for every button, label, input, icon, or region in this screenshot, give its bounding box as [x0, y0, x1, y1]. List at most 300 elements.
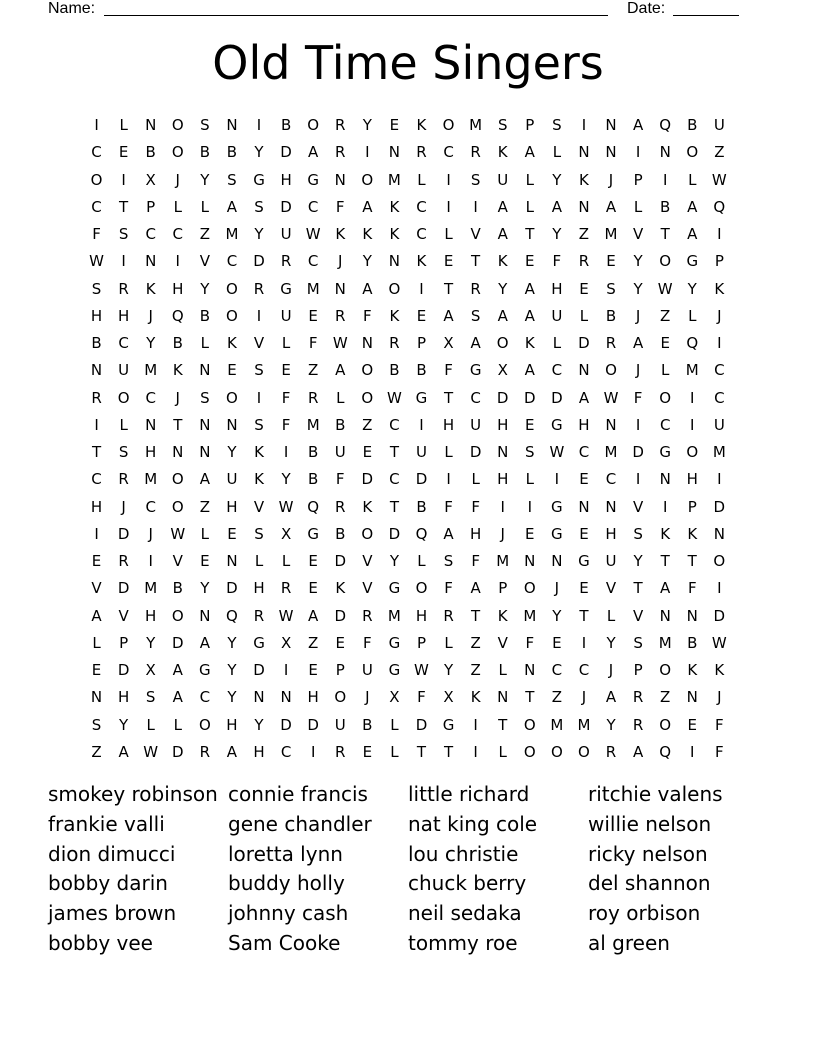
grid-letter[interactable]: H: [253, 579, 265, 598]
grid-letter[interactable]: F: [444, 361, 453, 380]
grid-letter[interactable]: O: [307, 116, 320, 134]
grid-letter[interactable]: D: [334, 606, 347, 625]
grid-letter[interactable]: G: [307, 524, 319, 543]
grid-letter[interactable]: D: [524, 388, 536, 407]
grid-letter[interactable]: E: [552, 633, 562, 652]
grid-letter[interactable]: W: [170, 524, 186, 543]
grid-letter[interactable]: E: [308, 552, 318, 570]
grid-letter[interactable]: N: [713, 524, 725, 543]
grid-letter[interactable]: O: [361, 388, 374, 407]
grid-letter[interactable]: Q: [415, 524, 428, 543]
grid-letter[interactable]: S: [200, 116, 210, 134]
grid-letter[interactable]: E: [416, 306, 427, 325]
grid-letter[interactable]: R: [335, 143, 346, 162]
grid-letter[interactable]: Y: [200, 170, 210, 189]
grid-letter[interactable]: S: [145, 688, 156, 707]
grid-letter[interactable]: J: [175, 170, 180, 189]
grid-letter[interactable]: D: [713, 606, 726, 625]
grid-letter[interactable]: V: [632, 497, 644, 516]
grid-letter[interactable]: A: [524, 361, 535, 380]
grid-letter[interactable]: A: [470, 579, 481, 598]
grid-letter[interactable]: Y: [227, 661, 237, 679]
grid-letter[interactable]: M: [523, 606, 537, 625]
grid-letter[interactable]: Y: [119, 715, 129, 734]
grid-letter[interactable]: N: [145, 252, 157, 271]
grid-letter[interactable]: E: [308, 306, 318, 325]
grid-letter[interactable]: S: [254, 197, 264, 216]
grid-letter[interactable]: H: [226, 715, 238, 734]
grid-letter[interactable]: T: [119, 197, 129, 216]
grid-letter[interactable]: L: [417, 552, 426, 570]
grid-letter[interactable]: I: [635, 143, 641, 162]
grid-letter[interactable]: F: [363, 633, 372, 652]
grid-letter[interactable]: M: [550, 715, 564, 734]
grid-letter[interactable]: D: [280, 197, 292, 216]
grid-letter[interactable]: S: [118, 225, 129, 243]
grid-letter[interactable]: O: [523, 579, 536, 598]
grid-letter[interactable]: D: [415, 715, 428, 734]
grid-letter[interactable]: E: [281, 361, 291, 380]
grid-letter[interactable]: L: [417, 170, 426, 189]
grid-letter[interactable]: Y: [362, 116, 372, 134]
grid-letter[interactable]: K: [687, 524, 698, 543]
grid-letter[interactable]: N: [686, 688, 698, 707]
grid-letter[interactable]: A: [226, 197, 238, 216]
grid-letter[interactable]: Y: [146, 334, 156, 352]
grid-letter[interactable]: H: [415, 606, 428, 625]
grid-letter[interactable]: E: [389, 116, 400, 134]
grid-letter[interactable]: S: [606, 279, 616, 298]
grid-letter[interactable]: L: [661, 361, 670, 380]
grid-letter[interactable]: X: [497, 361, 508, 380]
grid-letter[interactable]: A: [687, 197, 698, 216]
grid-letter[interactable]: I: [635, 415, 641, 434]
grid-letter[interactable]: X: [443, 334, 454, 352]
grid-letter[interactable]: C: [551, 361, 563, 380]
grid-letter[interactable]: U: [605, 552, 617, 570]
grid-letter[interactable]: I: [581, 633, 587, 652]
grid-letter[interactable]: N: [497, 443, 509, 461]
grid-letter[interactable]: R: [470, 143, 481, 162]
grid-letter[interactable]: U: [334, 715, 346, 734]
grid-letter[interactable]: F: [444, 579, 453, 598]
grid-letter[interactable]: Q: [307, 497, 320, 516]
grid-letter[interactable]: I: [419, 279, 424, 298]
grid-letter[interactable]: G: [686, 252, 699, 271]
grid-letter[interactable]: J: [121, 497, 126, 516]
grid-letter[interactable]: N: [145, 116, 157, 134]
grid-letter[interactable]: N: [659, 143, 671, 162]
grid-letter[interactable]: I: [690, 742, 695, 761]
grid-letter[interactable]: H: [686, 470, 698, 489]
grid-letter[interactable]: W: [386, 388, 402, 407]
grid-letter[interactable]: E: [118, 143, 129, 162]
grid-letter[interactable]: Y: [227, 443, 237, 461]
grid-letter[interactable]: N: [199, 443, 211, 461]
grid-letter[interactable]: O: [605, 361, 617, 380]
grid-letter[interactable]: M: [144, 470, 158, 489]
grid-letter[interactable]: L: [336, 388, 345, 407]
grid-letter[interactable]: A: [91, 606, 102, 625]
grid-letter[interactable]: U: [713, 116, 725, 134]
grid-letter[interactable]: S: [633, 524, 643, 543]
grid-letter[interactable]: C: [145, 497, 156, 516]
grid-letter[interactable]: S: [497, 116, 508, 134]
grid-letter[interactable]: N: [659, 606, 671, 625]
grid-letter[interactable]: H: [117, 688, 130, 707]
grid-letter[interactable]: I: [446, 470, 451, 489]
grid-letter[interactable]: L: [444, 443, 453, 461]
grid-letter[interactable]: D: [117, 661, 130, 679]
grid-letter[interactable]: Y: [254, 715, 264, 734]
grid-letter[interactable]: N: [524, 661, 536, 679]
grid-letter[interactable]: O: [686, 143, 699, 162]
grid-letter[interactable]: R: [470, 279, 481, 298]
grid-letter[interactable]: R: [605, 334, 617, 352]
grid-letter[interactable]: N: [686, 606, 698, 625]
grid-letter[interactable]: R: [605, 742, 617, 761]
grid-letter[interactable]: K: [362, 225, 373, 243]
grid-letter[interactable]: E: [579, 470, 589, 489]
grid-letter[interactable]: O: [171, 606, 184, 625]
grid-letter[interactable]: K: [335, 579, 346, 598]
grid-letter[interactable]: Y: [200, 279, 210, 298]
grid-letter[interactable]: N: [199, 415, 211, 434]
grid-letter[interactable]: G: [551, 524, 563, 543]
grid-letter[interactable]: M: [685, 361, 699, 380]
grid-letter[interactable]: L: [173, 715, 182, 734]
grid-letter[interactable]: D: [171, 742, 184, 761]
grid-letter[interactable]: Z: [660, 688, 671, 707]
grid-letter[interactable]: I: [94, 415, 99, 434]
grid-letter[interactable]: J: [148, 524, 153, 543]
grid-letter[interactable]: X: [145, 661, 156, 679]
grid-letter[interactable]: O: [659, 388, 672, 407]
grid-letter[interactable]: P: [687, 497, 697, 516]
grid-letter[interactable]: F: [471, 497, 480, 516]
grid-letter[interactable]: D: [415, 470, 428, 489]
grid-letter[interactable]: U: [280, 306, 292, 325]
grid-letter[interactable]: Z: [308, 361, 319, 380]
grid-letter[interactable]: A: [524, 279, 535, 298]
grid-letter[interactable]: P: [119, 633, 129, 652]
grid-letter[interactable]: I: [473, 197, 478, 216]
grid-letter[interactable]: Y: [606, 715, 616, 734]
grid-letter[interactable]: K: [714, 661, 725, 679]
grid-letter[interactable]: U: [118, 361, 130, 380]
grid-letter[interactable]: H: [280, 170, 292, 189]
grid-letter[interactable]: R: [389, 334, 400, 352]
grid-letter[interactable]: C: [91, 197, 102, 216]
grid-letter[interactable]: A: [443, 306, 454, 325]
grid-letter[interactable]: B: [362, 715, 373, 734]
grid-letter[interactable]: S: [118, 443, 129, 461]
grid-letter[interactable]: L: [390, 742, 399, 761]
grid-letter[interactable]: Y: [687, 279, 697, 298]
grid-letter[interactable]: U: [361, 661, 373, 679]
grid-letter[interactable]: G: [551, 415, 563, 434]
grid-letter[interactable]: O: [442, 116, 455, 134]
grid-letter[interactable]: L: [633, 197, 643, 216]
grid-letter[interactable]: C: [307, 252, 319, 271]
grid-letter[interactable]: S: [470, 306, 481, 325]
grid-letter[interactable]: Z: [308, 633, 319, 652]
grid-letter[interactable]: V: [253, 497, 265, 516]
grid-letter[interactable]: A: [605, 688, 617, 707]
grid-letter[interactable]: C: [307, 197, 319, 216]
grid-letter[interactable]: L: [119, 116, 128, 134]
grid-letter[interactable]: J: [175, 388, 180, 407]
grid-letter[interactable]: E: [525, 252, 535, 271]
grid-letter[interactable]: P: [633, 661, 643, 679]
grid-letter[interactable]: E: [579, 579, 589, 598]
grid-letter[interactable]: D: [578, 334, 590, 352]
grid-letter[interactable]: B: [280, 116, 292, 134]
grid-letter[interactable]: I: [473, 715, 478, 734]
grid-letter[interactable]: J: [635, 306, 641, 325]
grid-letter[interactable]: K: [389, 225, 400, 243]
grid-letter[interactable]: P: [498, 579, 508, 598]
grid-letter[interactable]: N: [361, 334, 373, 352]
grid-letter[interactable]: S: [552, 116, 562, 134]
grid-letter[interactable]: O: [415, 579, 428, 598]
grid-letter[interactable]: X: [443, 688, 454, 707]
grid-letter[interactable]: T: [525, 688, 535, 707]
grid-letter[interactable]: N: [578, 497, 590, 516]
grid-letter[interactable]: A: [660, 579, 671, 598]
grid-letter[interactable]: O: [388, 279, 401, 298]
grid-letter[interactable]: E: [579, 524, 589, 543]
grid-letter[interactable]: R: [91, 388, 102, 407]
grid-letter[interactable]: X: [145, 170, 156, 189]
grid-letter[interactable]: C: [578, 661, 590, 679]
grid-letter[interactable]: N: [578, 197, 590, 216]
grid-letter[interactable]: A: [443, 524, 454, 543]
grid-letter[interactable]: H: [605, 524, 617, 543]
grid-letter[interactable]: A: [470, 334, 481, 352]
grid-letter[interactable]: L: [606, 606, 616, 625]
grid-letter[interactable]: D: [388, 524, 401, 543]
grid-letter[interactable]: M: [306, 415, 320, 434]
grid-letter[interactable]: R: [199, 742, 211, 761]
grid-letter[interactable]: F: [633, 388, 643, 407]
grid-letter[interactable]: R: [118, 552, 129, 570]
grid-letter[interactable]: L: [390, 715, 399, 734]
grid-letter[interactable]: Q: [713, 197, 726, 216]
grid-letter[interactable]: K: [227, 334, 237, 352]
grid-letter[interactable]: F: [687, 579, 697, 598]
grid-letter[interactable]: N: [497, 688, 509, 707]
grid-letter[interactable]: C: [226, 252, 238, 271]
grid-letter[interactable]: W: [305, 225, 321, 243]
grid-letter[interactable]: S: [254, 361, 264, 380]
grid-letter[interactable]: E: [362, 443, 373, 461]
grid-letter[interactable]: V: [362, 552, 373, 570]
grid-letter[interactable]: S: [254, 524, 264, 543]
grid-letter[interactable]: F: [308, 334, 318, 352]
grid-letter[interactable]: O: [713, 552, 726, 570]
grid-letter[interactable]: C: [605, 470, 617, 489]
grid-letter[interactable]: O: [361, 361, 374, 380]
grid-letter[interactable]: D: [171, 633, 184, 652]
grid-letter[interactable]: W: [657, 279, 673, 298]
grid-letter[interactable]: S: [254, 415, 264, 434]
grid-letter[interactable]: D: [632, 443, 644, 461]
grid-letter[interactable]: S: [525, 443, 535, 461]
grid-letter[interactable]: B: [416, 497, 427, 516]
grid-letter[interactable]: O: [90, 170, 103, 189]
grid-letter[interactable]: H: [551, 279, 563, 298]
grid-letter[interactable]: O: [659, 252, 672, 271]
grid-letter[interactable]: Y: [552, 606, 562, 625]
grid-letter[interactable]: T: [389, 443, 399, 461]
grid-letter[interactable]: V: [470, 225, 481, 243]
grid-letter[interactable]: N: [90, 688, 103, 707]
grid-letter[interactable]: N: [605, 116, 617, 134]
grid-letter[interactable]: I: [662, 497, 668, 516]
grid-letter[interactable]: N: [90, 361, 103, 380]
grid-letter[interactable]: L: [688, 306, 697, 325]
grid-letter[interactable]: G: [388, 633, 401, 652]
grid-letter[interactable]: E: [227, 524, 237, 543]
grid-letter[interactable]: K: [145, 279, 156, 298]
grid-letter[interactable]: F: [715, 715, 724, 734]
grid-letter[interactable]: W: [332, 334, 348, 352]
grid-letter[interactable]: V: [362, 579, 373, 598]
grid-letter[interactable]: Y: [227, 633, 237, 652]
grid-letter[interactable]: N: [334, 279, 346, 298]
grid-letter[interactable]: M: [387, 170, 401, 189]
grid-letter[interactable]: N: [605, 143, 617, 162]
grid-letter[interactable]: D: [253, 252, 265, 271]
grid-letter[interactable]: H: [253, 742, 265, 761]
grid-letter[interactable]: R: [335, 306, 346, 325]
grid-letter[interactable]: R: [280, 579, 292, 598]
grid-letter[interactable]: I: [148, 552, 153, 570]
grid-letter[interactable]: Y: [254, 143, 264, 162]
grid-letter[interactable]: C: [659, 415, 671, 434]
grid-letter[interactable]: R: [307, 388, 319, 407]
grid-letter[interactable]: Q: [659, 116, 672, 134]
grid-letter[interactable]: L: [552, 143, 562, 162]
grid-letter[interactable]: L: [119, 415, 128, 434]
grid-letter[interactable]: U: [551, 306, 563, 325]
grid-letter[interactable]: I: [121, 252, 126, 271]
grid-letter[interactable]: U: [713, 415, 725, 434]
grid-letter[interactable]: V: [632, 606, 644, 625]
grid-letter[interactable]: O: [198, 715, 211, 734]
grid-letter[interactable]: O: [226, 279, 238, 298]
grid-letter[interactable]: T: [471, 252, 481, 271]
grid-letter[interactable]: O: [171, 143, 184, 162]
grid-letter[interactable]: B: [145, 143, 156, 162]
grid-letter[interactable]: L: [525, 170, 534, 189]
grid-letter[interactable]: E: [200, 552, 210, 570]
grid-letter[interactable]: L: [688, 170, 697, 189]
grid-letter[interactable]: K: [497, 606, 508, 625]
grid-letter[interactable]: F: [525, 633, 535, 652]
grid-letter[interactable]: O: [578, 742, 590, 761]
grid-letter[interactable]: C: [470, 388, 481, 407]
grid-letter[interactable]: U: [334, 443, 346, 461]
grid-letter[interactable]: C: [578, 443, 590, 461]
grid-letter[interactable]: F: [281, 415, 291, 434]
grid-letter[interactable]: A: [632, 742, 644, 761]
grid-letter[interactable]: I: [446, 170, 451, 189]
grid-letter[interactable]: M: [604, 225, 618, 243]
grid-letter[interactable]: H: [117, 306, 130, 325]
grid-letter[interactable]: E: [443, 252, 454, 271]
grid-letter[interactable]: L: [254, 552, 264, 570]
grid-letter[interactable]: B: [91, 334, 102, 352]
grid-letter[interactable]: U: [280, 225, 292, 243]
grid-letter[interactable]: A: [172, 688, 183, 707]
grid-letter[interactable]: I: [527, 497, 532, 516]
grid-letter[interactable]: S: [443, 552, 454, 570]
grid-letter[interactable]: H: [172, 279, 184, 298]
grid-letter[interactable]: I: [256, 306, 262, 325]
grid-letter[interactable]: O: [361, 170, 374, 189]
grid-letter[interactable]: O: [171, 116, 184, 134]
grid-letter[interactable]: A: [687, 225, 698, 243]
grid-letter[interactable]: I: [554, 470, 560, 489]
grid-letter[interactable]: G: [388, 661, 401, 679]
grid-letter[interactable]: D: [551, 388, 563, 407]
grid-letter[interactable]: L: [444, 633, 453, 652]
grid-letter[interactable]: I: [690, 388, 695, 407]
grid-letter[interactable]: M: [306, 279, 320, 298]
grid-letter[interactable]: W: [278, 497, 294, 516]
grid-letter[interactable]: B: [605, 306, 617, 325]
grid-letter[interactable]: N: [226, 116, 238, 134]
grid-letter[interactable]: T: [471, 606, 481, 625]
date-blank-line[interactable]: [673, 15, 739, 16]
grid-letter[interactable]: I: [256, 388, 262, 407]
grid-letter[interactable]: T: [660, 552, 670, 570]
grid-letter[interactable]: L: [200, 334, 210, 352]
grid-letter[interactable]: R: [335, 116, 346, 134]
grid-letter[interactable]: G: [388, 579, 401, 598]
grid-letter[interactable]: N: [388, 252, 401, 271]
grid-letter[interactable]: O: [550, 742, 563, 761]
grid-letter[interactable]: N: [578, 143, 590, 162]
grid-letter[interactable]: F: [335, 470, 345, 489]
grid-letter[interactable]: Z: [551, 688, 562, 707]
grid-letter[interactable]: A: [362, 197, 373, 216]
grid-letter[interactable]: M: [604, 443, 618, 461]
grid-letter[interactable]: Y: [200, 579, 210, 598]
grid-letter[interactable]: R: [578, 252, 590, 271]
grid-letter[interactable]: S: [200, 388, 210, 407]
grid-letter[interactable]: H: [90, 306, 103, 325]
grid-letter[interactable]: R: [335, 742, 346, 761]
grid-letter[interactable]: I: [473, 742, 478, 761]
grid-letter[interactable]: R: [416, 143, 427, 162]
grid-letter[interactable]: B: [660, 197, 671, 216]
grid-letter[interactable]: C: [199, 688, 211, 707]
grid-letter[interactable]: E: [335, 633, 345, 652]
grid-letter[interactable]: C: [145, 225, 156, 243]
grid-letter[interactable]: E: [362, 742, 373, 761]
grid-letter[interactable]: T: [660, 225, 670, 243]
grid-letter[interactable]: C: [416, 197, 427, 216]
grid-letter[interactable]: A: [497, 197, 508, 216]
grid-letter[interactable]: O: [523, 742, 536, 761]
grid-letter[interactable]: R: [253, 606, 265, 625]
grid-letter[interactable]: J: [554, 579, 560, 598]
grid-letter[interactable]: V: [199, 252, 210, 271]
name-blank-line[interactable]: [104, 15, 608, 16]
